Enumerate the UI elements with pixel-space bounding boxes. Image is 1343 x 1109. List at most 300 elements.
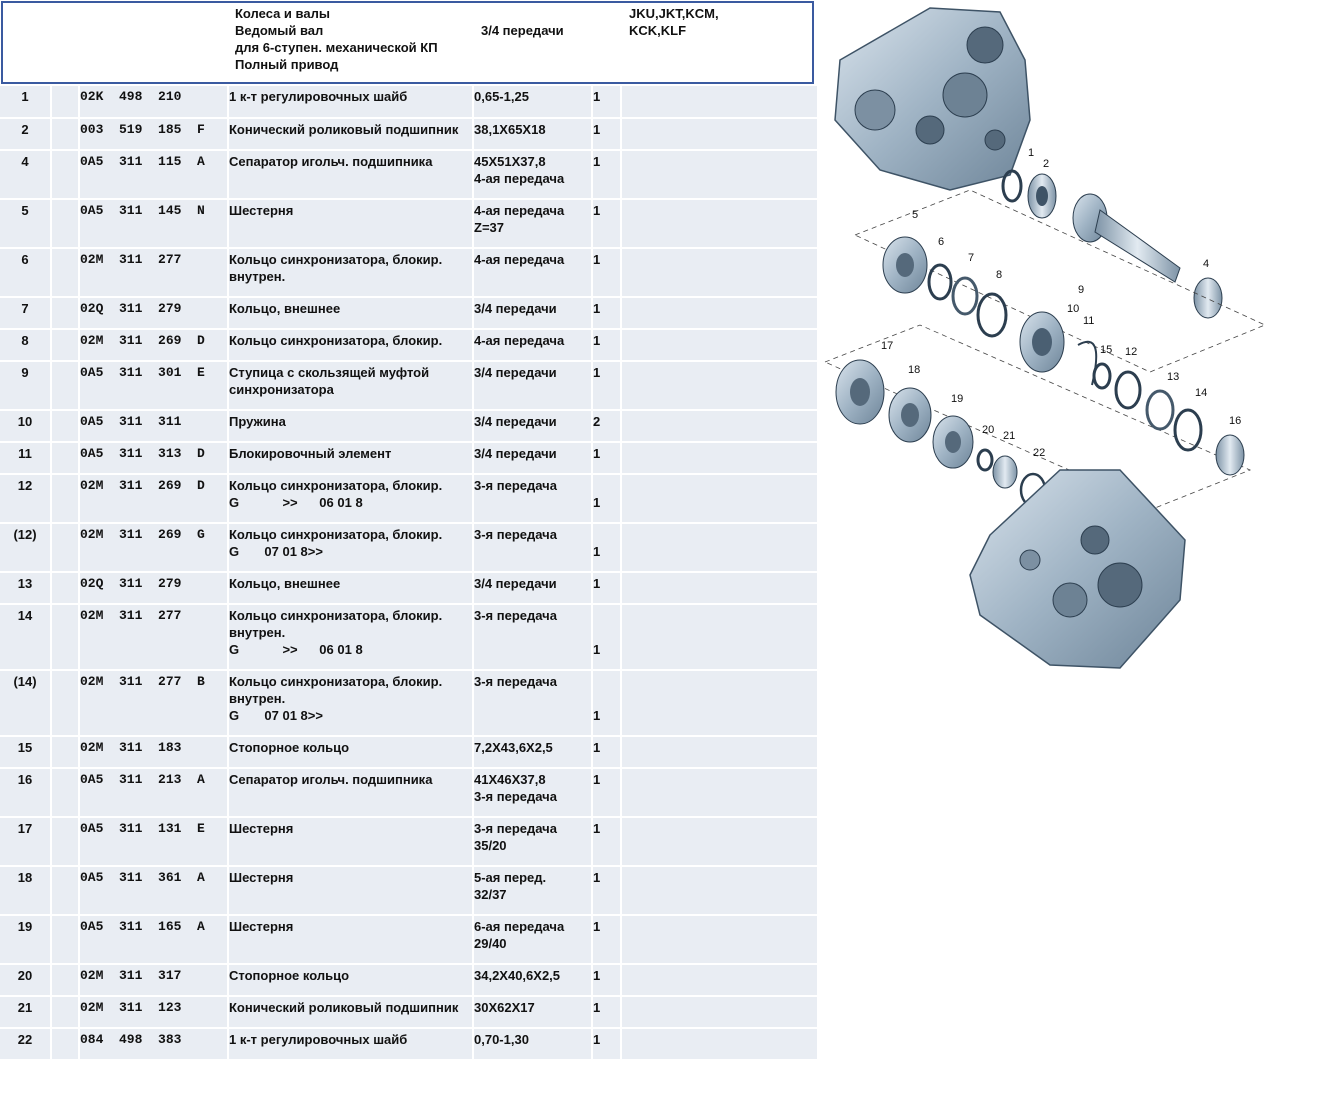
table-row [0,572,818,604]
callout-label: 10 [1067,303,1080,315]
extra-cell [621,523,818,572]
part-name-line: Кольцо синхронизатора, блокир. [229,674,443,689]
part-note-line: Z=37 [474,220,504,235]
part-name-line: Сепаратор игольч. подшипника [229,154,433,169]
part-name-line: Конический роликовый подшипник [229,1000,459,1015]
extra-cell [621,996,818,1028]
quantity-cell [592,736,621,768]
table-row [0,329,818,361]
part-note-cell [473,199,592,248]
blank-cell [51,248,79,297]
quantity-value: 1 [593,446,601,461]
extra-cell [621,1028,818,1060]
quantity-value: 1 [593,495,601,510]
part-note-cell [473,604,592,670]
part-note-line: 3-я передача [474,674,557,689]
quantity-value: 1 [593,919,601,934]
part-note-cell [473,118,592,150]
blank-cell [51,670,79,736]
blank-cell [51,474,79,523]
extra-cell [621,410,818,442]
part-note-cell [473,915,592,964]
part-number-cell: 0A5 311 165 A [79,915,228,964]
part-number-cell: 0A5 311 313 D [79,442,228,474]
header-gear: 3/4 передачи [481,23,564,38]
part-number-cell: 02M 311 269 D [79,474,228,523]
part-name-line: синхронизатора [229,382,334,397]
part-number-cell: 02Q 311 279 [79,572,228,604]
quantity-cell [592,964,621,996]
quantity-cell [592,199,621,248]
part-name-line: внутрен. [229,625,286,640]
part-name-cell [228,361,473,410]
part-name-cell [228,199,473,248]
quantity-cell [592,361,621,410]
part-name-cell [228,329,473,361]
quantity-value: 1 [593,89,601,104]
part-note-cell [473,361,592,410]
quantity-cell [592,523,621,572]
part-note-cell [473,523,592,572]
callout-label: 22 [1033,447,1046,459]
part-name-cell [228,768,473,817]
part-note-line: 45X51X37,8 [474,154,546,169]
part-name-cell [228,866,473,915]
part-number-cell: 02M 311 183 [79,736,228,768]
position-cell: 1 [0,86,51,118]
table-row [0,817,818,866]
part-note-line: 3-я передача [474,789,557,804]
blank-cell [51,361,79,410]
part-number-cell: 02M 311 277 [79,604,228,670]
part-name-line: Сепаратор игольч. подшипника [229,772,433,787]
quantity-value: 1 [593,365,601,380]
part-note-cell [473,442,592,474]
table-row [0,670,818,736]
callout-label: 15 [1100,344,1113,356]
part-note-cell [473,410,592,442]
part-name-line: G >> 06 01 8 [229,495,363,510]
quantity-cell [592,410,621,442]
part-note-cell [473,474,592,523]
extra-cell [621,86,818,118]
extra-cell [621,150,818,199]
part-name-cell [228,474,473,523]
quantity-cell [592,442,621,474]
part-note-line: 38,1X65X18 [474,122,546,137]
part-name-cell [228,86,473,118]
extra-cell [621,329,818,361]
blank-cell [51,442,79,474]
blank-cell [51,410,79,442]
part-name-line: Стопорное кольцо [229,740,350,755]
part-note-line: 29/40 [474,936,507,951]
lower-housing [970,470,1185,668]
part-number-cell: 02K 498 210 [79,86,228,118]
table-row [0,1028,818,1060]
callout-label: 20 [982,424,995,436]
table-row [0,442,818,474]
blank-cell [51,996,79,1028]
blank-cell [51,572,79,604]
part-note-line: 4-ая передача [474,333,565,348]
part-note-line: 0,65-1,25 [474,89,529,104]
extra-cell [621,572,818,604]
callout-label: 19 [951,393,964,405]
position-cell: 4 [0,150,51,199]
callout-label: 1 [1028,147,1035,159]
callout-label: 17 [881,340,894,352]
table-row [0,604,818,670]
quantity-value: 1 [593,772,601,787]
part-name-cell [228,150,473,199]
callout-label: 7 [968,252,975,264]
part-note-line: 5-ая перед. [474,870,547,885]
part-name-cell [228,410,473,442]
part-note-cell [473,329,592,361]
part-note-line: 3-я передача [474,478,557,493]
part-note-line: 4-ая передача [474,252,565,267]
table-row [0,474,818,523]
table-row [0,297,818,329]
part-note-line: 34,2X40,6X2,5 [474,968,561,983]
part-note-line: 3/4 передачи [474,414,557,429]
blank-cell [51,86,79,118]
quantity-cell [592,915,621,964]
part-name-cell [228,964,473,996]
part-note-cell [473,866,592,915]
position-cell: 18 [0,866,51,915]
quantity-cell [592,329,621,361]
blank-cell [51,329,79,361]
part-name-cell [228,670,473,736]
position-cell: 21 [0,996,51,1028]
part-number-cell: 0A5 311 213 A [79,768,228,817]
part-note-cell [473,964,592,996]
part-name-line: Конический роликовый подшипник [229,122,459,137]
part-name-cell [228,1028,473,1060]
table-row [0,86,818,118]
extra-cell [621,964,818,996]
part-number-cell: 0A5 311 145 N [79,199,228,248]
callout-label: 12 [1125,346,1138,358]
part-name-line: G 07 01 8>> [229,708,323,723]
part-number-cell: 0A5 311 115 A [79,150,228,199]
table-row [0,361,818,410]
quantity-cell [592,474,621,523]
quantity-value: 1 [593,122,601,137]
quantity-value: 1 [593,252,601,267]
part-note-line: 41X46X37,8 [474,772,546,787]
part-note-cell [473,572,592,604]
callout-label: 4 [1203,258,1210,270]
blank-cell [51,199,79,248]
blank-cell [51,1028,79,1060]
part-note-line: 3/4 передачи [474,576,557,591]
part-number-cell: 0A5 311 131 E [79,817,228,866]
callout-label: 2 [1043,158,1050,170]
blank-cell [51,866,79,915]
part-name-line: Шестерня [229,821,294,836]
position-cell: 15 [0,736,51,768]
part-note-line: 3/4 передачи [474,301,557,316]
part-name-line: Шестерня [229,203,294,218]
part-name-line: Кольцо синхронизатора, блокир. [229,608,443,623]
part-name-cell [228,736,473,768]
extra-cell [621,248,818,297]
callout-label: 5 [912,209,919,221]
part-name-line: Кольцо синхронизатора, блокир. [229,252,443,267]
quantity-cell [592,604,621,670]
table-row [0,964,818,996]
position-cell: 22 [0,1028,51,1060]
extra-cell [621,670,818,736]
callout-label: 11 [1083,315,1095,327]
quantity-value: 1 [593,821,601,836]
quantity-cell [592,572,621,604]
part-name-line: Ступица с скользящей муфтой [229,365,430,380]
shaft-assembly [1003,171,1222,318]
part-name-line: Кольцо синхронизатора, блокир. [229,527,443,542]
position-cell: 9 [0,361,51,410]
callout-label: 14 [1195,387,1208,399]
quantity-cell [592,118,621,150]
part-note-cell [473,86,592,118]
part-name-line: Кольцо, внешнее [229,301,341,316]
position-cell: 14 [0,604,51,670]
part-name-line: внутрен. [229,269,286,284]
position-cell: 19 [0,915,51,964]
quantity-value: 1 [593,642,601,657]
part-note-line: 4-ая передача [474,171,565,186]
part-name-line: Блокировочный элемент [229,446,392,461]
part-number-cell: 02M 311 123 [79,996,228,1028]
blank-cell [51,523,79,572]
quantity-cell [592,1028,621,1060]
quantity-cell [592,150,621,199]
part-note-line: 32/37 [474,887,507,902]
blank-cell [51,118,79,150]
quantity-value: 1 [593,203,601,218]
part-number-cell: 084 498 383 [79,1028,228,1060]
extra-cell [621,199,818,248]
part-name-cell [228,118,473,150]
part-note-line: 3/4 передачи [474,365,557,380]
part-note-cell [473,1028,592,1060]
part-number-cell: 02Q 311 279 [79,297,228,329]
part-name-cell [228,915,473,964]
part-name-line: 1 к-т регулировочных шайб [229,89,408,104]
part-number-cell: 02M 311 269 D [79,329,228,361]
extra-cell [621,604,818,670]
extra-cell [621,866,818,915]
extra-cell [621,118,818,150]
part-note-line: 30X62X17 [474,1000,535,1015]
part-number-cell: 02M 311 277 [79,248,228,297]
extra-cell [621,768,818,817]
part-note-line: 3-я передача [474,608,557,623]
extra-cell [621,361,818,410]
position-cell: 17 [0,817,51,866]
part-name-cell [228,248,473,297]
part-name-cell [228,604,473,670]
part-name-line: Стопорное кольцо [229,968,350,983]
part-name-line: внутрен. [229,691,286,706]
quantity-value: 1 [593,1000,601,1015]
quantity-value: 1 [593,154,601,169]
parts-table-body [0,86,818,1060]
part-name-line: Шестерня [229,870,294,885]
header-title-line: Колеса и валы [235,6,330,21]
callout-label: 8 [996,269,1003,281]
blank-cell [51,768,79,817]
header-title-line: для 6-ступен. механической КП [235,40,438,55]
part-name-cell [228,523,473,572]
table-row [0,150,818,199]
quantity-value: 2 [593,414,601,429]
quantity-cell [592,866,621,915]
extra-cell [621,915,818,964]
quantity-value: 1 [593,576,601,591]
part-note-line: 3-я передача [474,527,557,542]
part-name-line: G 07 01 8>> [229,544,323,559]
quantity-cell [592,86,621,118]
position-cell: 2 [0,118,51,150]
part-note-cell [473,768,592,817]
part-name-cell [228,572,473,604]
table-row [0,118,818,150]
part-name-line: Шестерня [229,919,294,934]
part-note-line: 4-ая передача [474,203,565,218]
part-name-line: 1 к-т регулировочных шайб [229,1032,408,1047]
part-number-cell: 02M 311 317 [79,964,228,996]
part-name-cell [228,996,473,1028]
table-row [0,410,818,442]
position-cell: 12 [0,474,51,523]
callout-label: 9 [1078,284,1085,296]
part-name-line: G >> 06 01 8 [229,642,363,657]
quantity-value: 1 [593,1032,601,1047]
part-note-cell [473,248,592,297]
header-title-line: Ведомый вал [235,23,324,38]
quantity-value: 1 [593,968,601,983]
header-title-line: Полный привод [235,57,339,72]
part-note-line: 3/4 передачи [474,446,557,461]
quantity-value: 1 [593,740,601,755]
part-note-cell [473,996,592,1028]
part-note-line: 6-ая передача [474,919,565,934]
header-models: JKU,JKT,KCM, KCK,KLF [629,6,719,38]
part-note-line: 3-я передача [474,821,557,836]
position-cell: 6 [0,248,51,297]
blank-cell [51,736,79,768]
part-note-line: 0,70-1,30 [474,1032,529,1047]
callout-label: 13 [1167,371,1180,383]
quantity-value: 1 [593,870,601,885]
table-row [0,866,818,915]
part-note-cell [473,150,592,199]
blank-cell [51,915,79,964]
gear-assembly-lower [836,360,1244,506]
table-row [0,523,818,572]
callout-label: 6 [938,236,945,248]
part-name-line: Пружина [229,414,286,429]
quantity-value: 1 [593,333,601,348]
part-note-cell [473,817,592,866]
part-number-cell: 003 519 185 F [79,118,228,150]
position-cell: 10 [0,410,51,442]
quantity-cell [592,768,621,817]
part-number-cell: 02M 311 277 B [79,670,228,736]
part-name-line: Кольцо синхронизатора, блокир. [229,478,443,493]
part-note-cell [473,297,592,329]
synchro-assembly-upper [883,237,1096,385]
blank-cell [51,297,79,329]
callout-label: 21 [1003,430,1016,442]
position-cell: (14) [0,670,51,736]
table-row [0,199,818,248]
table-row [0,248,818,297]
exploded-view-diagram [820,0,1280,680]
part-note-line: 7,2X43,6X2,5 [474,740,553,755]
blank-cell [51,604,79,670]
part-note-cell [473,670,592,736]
position-cell: 11 [0,442,51,474]
extra-cell [621,817,818,866]
upper-housing [835,8,1030,190]
position-cell: 8 [0,329,51,361]
part-name-cell [228,442,473,474]
table-row [0,996,818,1028]
quantity-value: 1 [593,708,601,723]
part-note-cell [473,736,592,768]
extra-cell [621,736,818,768]
extra-cell [621,297,818,329]
position-cell: 16 [0,768,51,817]
part-name-cell [228,817,473,866]
blank-cell [51,150,79,199]
quantity-cell [592,297,621,329]
quantity-cell [592,248,621,297]
position-cell: 7 [0,297,51,329]
table-row [0,736,818,768]
quantity-value: 1 [593,544,601,559]
blank-cell [51,964,79,996]
position-cell: (12) [0,523,51,572]
position-cell: 20 [0,964,51,996]
part-number-cell: 0A5 311 311 [79,410,228,442]
position-cell: 5 [0,199,51,248]
part-name-line: Кольцо синхронизатора, блокир. [229,333,443,348]
table-row [0,915,818,964]
part-number-cell: 0A5 311 361 A [79,866,228,915]
header-titles [235,5,438,73]
quantity-value: 1 [593,301,601,316]
table-row [0,768,818,817]
part-name-cell [228,297,473,329]
part-note-line: 35/20 [474,838,507,853]
part-name-line: Кольцо, внешнее [229,576,341,591]
part-number-cell: 0A5 311 301 E [79,361,228,410]
quantity-cell [592,996,621,1028]
quantity-cell [592,670,621,736]
position-cell: 13 [0,572,51,604]
callout-label: 16 [1229,415,1242,427]
blank-cell [51,817,79,866]
callout-label: 18 [908,364,921,376]
extra-cell [621,474,818,523]
extra-cell [621,442,818,474]
